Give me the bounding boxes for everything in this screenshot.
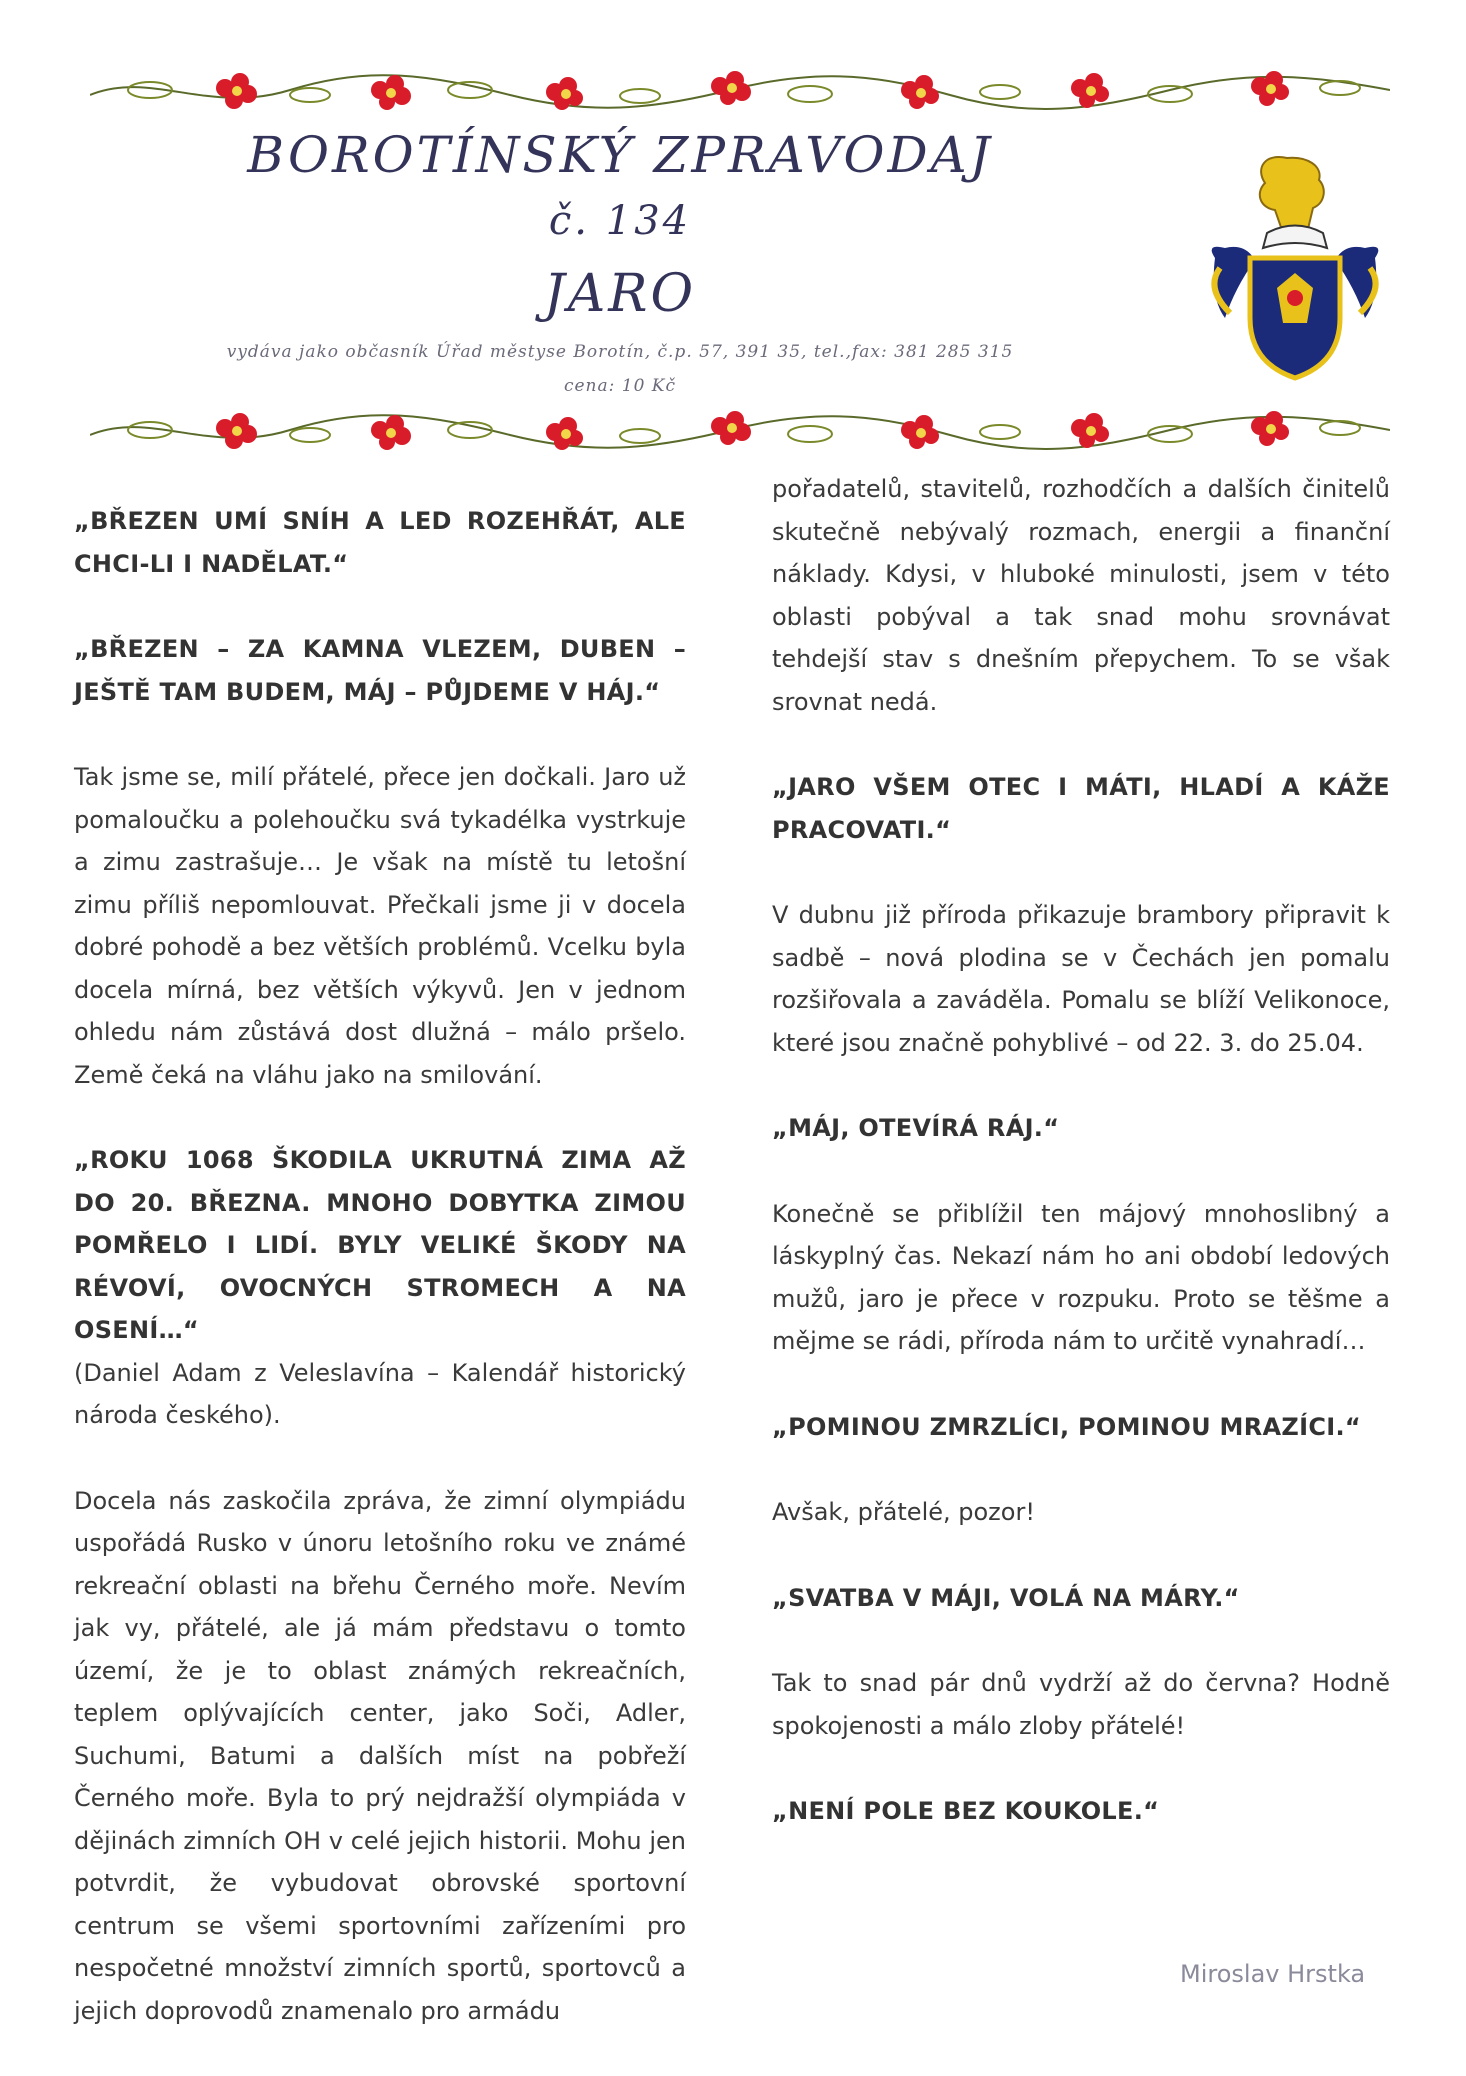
coat-of-arms-icon <box>1195 148 1395 386</box>
quote-block: „BŘEZEN UMÍ SNÍH A LED ROZEHŘÁT, ALE CHCI-LI I NADĚLAT.“ <box>74 507 686 578</box>
quote-block: „MÁJ, OTEVÍRÁ RÁJ.“ <box>772 1114 1060 1142</box>
left-column <box>74 500 686 2075</box>
quote-block: „SVATBA V MÁJI, VOLÁ NA MÁRY.“ <box>772 1583 1240 1612</box>
quote-block: „POMINOU ZMRZLÍCI, POMINOU MRAZÍCI.“ <box>772 1412 1361 1441</box>
floral-border-bottom <box>90 400 1390 460</box>
paragraph: pořadatelů, stavitelů, rozhodčích a dalších činitelů skutečně nebývalý rozmach, energii a finanční náklady. Kdysi, v hluboké minulosti, jsem v této oblasti pobýval a tak snad mohu srovnávat tehdejší stav s dnešním přepychem. To se však srovnat nedá. <box>772 475 1390 716</box>
quote-block: „NENÍ POLE BEZ KOUKOLE.“ <box>772 1797 1160 1825</box>
flower-icon <box>216 73 257 109</box>
paragraph: Tak to snad pár dnů vydrží až do června? Hodně spokojenosti a málo zloby přátelé! <box>772 1669 1390 1740</box>
issue-number: č. 134 <box>548 198 692 244</box>
paragraph: Docela nás zaskočila zpráva, že zimní olympiádu uspořádá Rusko v únoru letošního roku ve známé rekreační oblasti na břehu Černého moře. Nevím jak vy, přátelé, ale já mám představu o tomto území, že je to oblast známých rekreačních, teplem oplývajících center, jako Soči, Adler, Suchumi, Batumi a dalších míst na pobřeží Černého moře. Byla to prý nejdražší olympiáda v dějinách zimních OH v celé jejich historii. Mohu jen potvrdit, že vybudovat obrovské sportovní centrum se všemi sportovními zařízeními pro nespočetné množství zimních sportů, sportovců a jejich doprovodů znamenalo pro armádu <box>74 1486 686 2025</box>
paragraph: V dubnu již příroda přikazuje brambory připravit k sadbě – nová plodina se v Čechách jen pomalu rozšiřovala a zaváděla. Pomalu se blíží Velikonoce, které jsou značně pohyblivé – od 22. 3. do 25.04. <box>772 901 1390 1057</box>
floral-border-top <box>90 60 1390 120</box>
quote-block: „BŘEZEN – ZA KAMNA VLEZEM, DUBEN – JEŠTĚ TAM BUDEM, MÁJ – PŮJDEME V HÁJ.“ <box>74 635 686 706</box>
quote-block: „ROKU 1068 ŠKODILA UKRUTNÁ ZIMA AŽ DO 20. BŘEZNA. MNOHO DOBYTKA ZIMOU POMŘELO I LIDÍ. BYLY VELIKÉ ŠKODY NA RÉVOVÍ, OVOCNÝCH STROMECH A NA OSENÍ…“ <box>74 1146 686 1344</box>
newsletter-title: BOROTÍNSKÝ ZPRAVODAJ <box>247 126 993 184</box>
season-title: JARO <box>543 264 697 324</box>
right-column <box>772 468 1390 1876</box>
quote-block: „JARO VŠEM OTEC I MÁTI, HLADÍ A KÁŽE PRACOVATI.“ <box>772 773 1390 844</box>
price-line: cena: 10 Kč <box>563 376 677 396</box>
citation: (Daniel Adam z Veleslavína – Kalendář historický národa českého). <box>74 1358 686 1429</box>
paragraph: Konečně se přiblížil ten májový mnohoslibný a láskyplný čas. Nekazí nám ho ani období ledových mužů, jaro je přece v rozpuku. Proto se těšme a mějme se rádi, příroda nám to určitě vynahradí… <box>772 1199 1390 1355</box>
publisher-line: vydáva jako občasník Úřad městyse Borotín, č.p. 57, 391 35, tel.,fax: 381 285 315 <box>226 342 1014 362</box>
author-signature: Miroslav Hrstka <box>1180 1960 1366 1988</box>
paragraph: Tak jsme se, milí přátelé, přece jen dočkali. Jaro už pomaloučku a polehoučku svá tykadélka vystrkuje a zimu zastrašuje… Je však na místě tu letošní zimu příliš nepomlouvat. Přečkali jsme ji v docela dobré pohodě a bez větších problémů. Vcelku byla docela mírná, bez větších výkyvů. Jen v jednom ohledu nám zůstává dost dlužná – málo pršelo. Země čeká na vláhu jako na smilování. <box>74 763 686 1089</box>
paragraph: Avšak, přátelé, pozor! <box>772 1498 1035 1526</box>
